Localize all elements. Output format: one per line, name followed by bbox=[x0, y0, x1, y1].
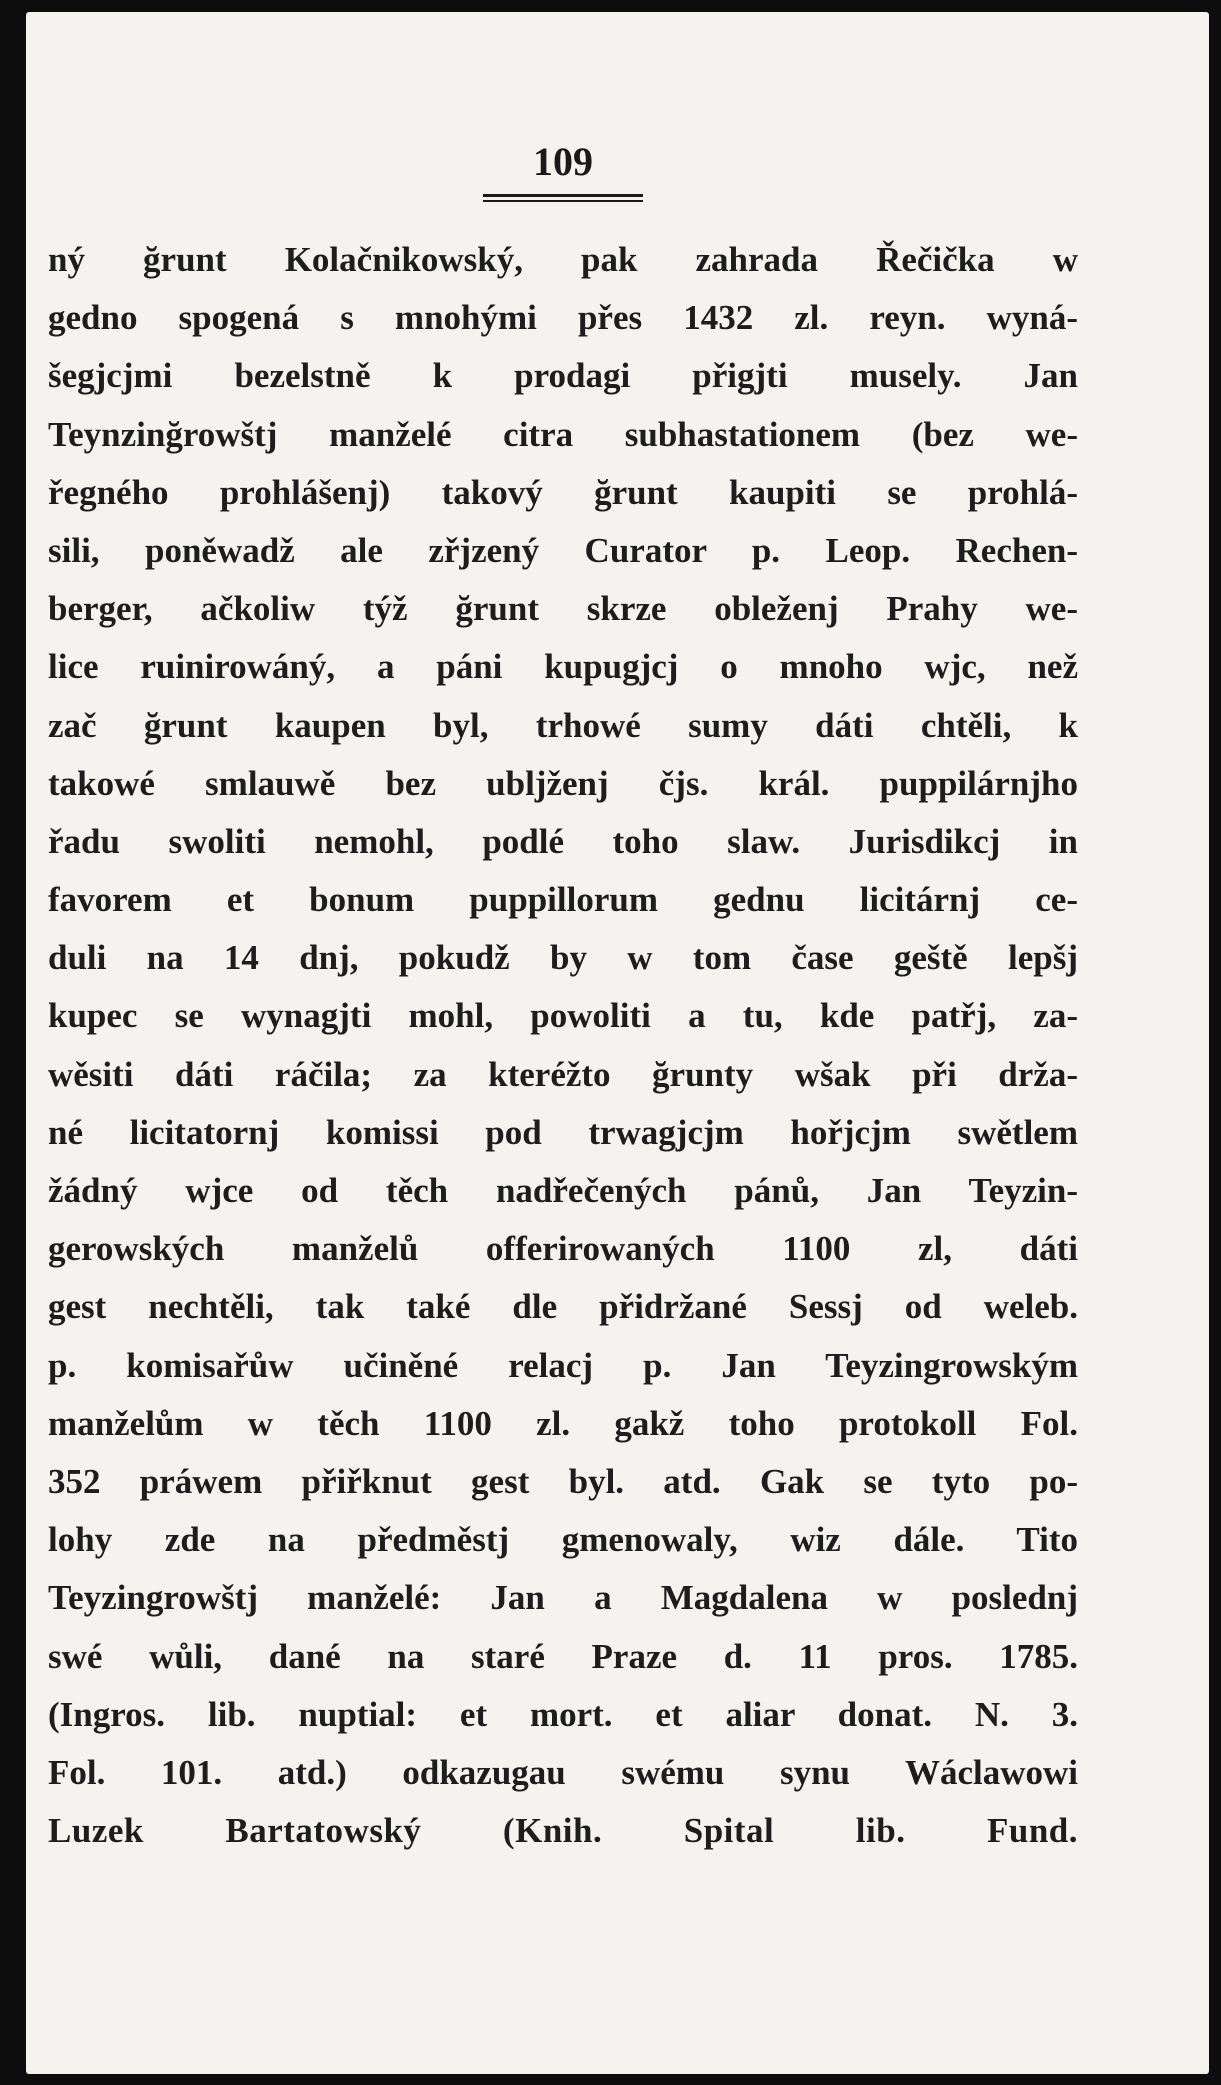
text-line: lice ruinirowáný, a páni kupugjcj o mnoho wjc, než bbox=[48, 647, 1078, 687]
text-line: žádný wjce od těch nadřečených pánů, Jan Teyzin- bbox=[48, 1171, 1078, 1210]
text-line: p. komisařůw učiněné relacj p. Jan Teyzingrowským bbox=[48, 1345, 1078, 1385]
header-rule-bottom bbox=[483, 200, 643, 202]
text-line: wěsiti dáti ráčila; za kteréžto ğrunty wšak při drža- bbox=[48, 1054, 1078, 1094]
text-line: zač ğrunt kaupen byl, trhowé sumy dáti chtěli, k bbox=[48, 705, 1078, 745]
text-line: takowé smlauwě bez ubljženj čjs. král. puppilárnjho bbox=[48, 763, 1078, 803]
text-line: manželům w těch 1100 zl. gakž toho protokoll Fol. bbox=[48, 1403, 1078, 1443]
text-line: swé wůli, dané na staré Praze d. 11 pros. 1785. bbox=[48, 1636, 1078, 1676]
text-line: gerowských manželů offerirowaných 1100 zl, dáti bbox=[48, 1229, 1078, 1269]
text-line: né licitatornj komissi pod trwagjcjm hořjcjm swětlem bbox=[48, 1112, 1078, 1152]
page-content bbox=[48, 139, 1078, 1860]
text-line: ný ğrunt Kolačnikowský, pak zahrada Řečička w bbox=[48, 240, 1078, 279]
text-line: gest nechtěli, tak také dle přidržané Sessj od weleb. bbox=[48, 1287, 1078, 1327]
book-page bbox=[26, 12, 1209, 2074]
text-line: Teynzinğrowštj manželé citra subhastationem (bez we- bbox=[48, 414, 1078, 454]
text-line: Fol. 101. atd.) odkazugau swému synu Wáclawowi bbox=[48, 1752, 1078, 1792]
text-line: řadu swoliti nemohl, podlé toho slaw. Jurisdikcj in bbox=[48, 821, 1078, 861]
text-line: lohy zde na předměstj gmenowaly, wiz dále. Tito bbox=[48, 1520, 1078, 1560]
text-line: berger, ačkoliw týž ğrunt skrze obleženj Prahy we- bbox=[48, 589, 1078, 629]
text-line: gedno spogená s mnohými přes 1432 zl. reyn. wyná- bbox=[48, 298, 1078, 338]
text-line: favorem et bonum puppillorum gednu licitárnj ce- bbox=[48, 880, 1078, 920]
header-rule bbox=[483, 194, 643, 203]
header-rule-top bbox=[483, 194, 643, 197]
text-line: Luzek Bartatowský (Knih. Spital lib. Fund. bbox=[48, 1811, 1078, 1851]
page-number: 109 bbox=[533, 139, 593, 184]
text-line: řegného prohlášenj) takový ğrunt kaupiti se prohlá- bbox=[48, 472, 1078, 512]
text-line: kupec se wynagjti mohl, powoliti a tu, kde patřj, za- bbox=[48, 996, 1078, 1036]
body-text bbox=[48, 231, 1078, 1860]
text-line: šegjcjmi bezelstně k prodagi přigjti musely. Jan bbox=[48, 356, 1078, 396]
text-line: duli na 14 dnj, pokudž by w tom čase geště lepšj bbox=[48, 938, 1078, 978]
text-line: Teyzingrowštj manželé: Jan a Magdalena w poslednj bbox=[48, 1578, 1078, 1618]
text-line: 352 práwem přiřknut gest byl. atd. Gak se tyto po- bbox=[48, 1461, 1078, 1501]
text-line: (Ingros. lib. nuptial: et mort. et aliar donat. N. 3. bbox=[48, 1694, 1078, 1734]
text-line: sili, poněwadž ale zřjzený Curator p. Leop. Rechen- bbox=[48, 530, 1078, 570]
